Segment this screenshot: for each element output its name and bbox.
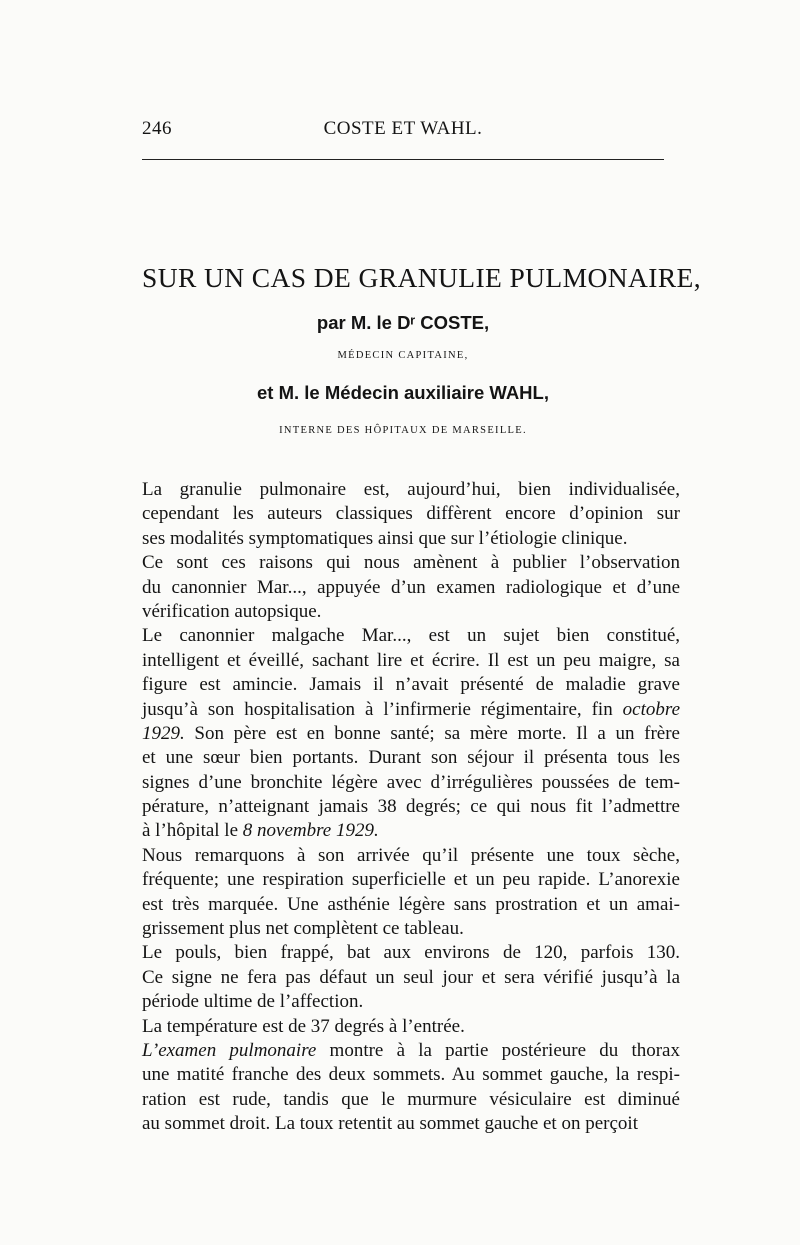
article-body (142, 478, 680, 1137)
text-line (142, 795, 680, 819)
line-text: une matité franche des deux sommets. Au sommet gauche, la respi- (142, 1064, 680, 1086)
text-line (142, 649, 680, 673)
running-head (142, 118, 664, 142)
line-text: signes d’une bronchite légère avec d’irrégulières poussées de tem- (142, 771, 680, 793)
line-text: et une sœur bien portants. Durant son séjour il présenta tous les (142, 747, 680, 769)
line-text: La température est de 37 degrés à l’entrée. (142, 1015, 465, 1037)
italic-text: 8 novembre 1929. (242, 820, 379, 842)
text-line (142, 698, 680, 722)
line-text: Ce signe ne fera pas défaut un seul jour et sera vérifié jusqu’à la (142, 966, 680, 988)
line-text: jusqu’à son hospitalisation à l’infirmerie régimentaire, fin (142, 698, 613, 720)
text-line (142, 844, 680, 868)
header-rule (142, 159, 664, 160)
line-text: fréquente; une respiration superficielle et un peu rapide. L’anorexie (142, 869, 680, 891)
paragraph (142, 478, 680, 551)
line-text: montre à la partie postérieure du thorax (316, 1039, 680, 1061)
text-line (142, 527, 680, 551)
running-title: COSTE ET WAHL. (323, 118, 483, 139)
text-line (142, 1039, 680, 1063)
author-byline-wahl: et M. le Médecin auxiliaire WAHL, (257, 382, 549, 403)
italic-text: 1929. (142, 722, 185, 744)
line-text: Ce sont ces raisons qui nous amènent à publier l’observation (142, 552, 680, 574)
line-text: pérature, n’atteignant jamais 38 degrés; ce qui nous fit l’admettre (142, 796, 680, 818)
text-line (142, 624, 680, 648)
text-line (142, 1063, 680, 1087)
line-text: Son père est en bonne santé; sa mère morte. Il a un frère (184, 722, 680, 744)
line-text: ration est rude, tandis que le murmure vésiculaire est diminué (142, 1088, 680, 1110)
line-text: est très marquée. Une asthénie légère sans prostration et un amai- (142, 893, 680, 915)
text-line (142, 478, 680, 502)
italic-text: octobre (622, 698, 681, 720)
paragraph (142, 1015, 680, 1039)
line-text: figure est amincie. Jamais il n’avait présenté de maladie grave (142, 674, 680, 696)
text-line (142, 551, 680, 575)
paragraph (142, 624, 680, 844)
text-line (142, 600, 680, 624)
line-text: ses modalités symptomatiques ainsi que sur l’étiologie clinique. (142, 527, 628, 549)
text-line (142, 1015, 680, 1039)
line-text: du canonnier Mar..., appuyée d’un examen radiologique et d’une (142, 576, 680, 598)
author-affiliation-wahl: INTERNE DES HÔPITAUX DE MARSEILLE. (279, 425, 527, 436)
text-line (142, 1088, 680, 1112)
text-line (142, 722, 680, 746)
text-line (142, 941, 680, 965)
line-text: Le pouls, bien frappé, bat aux environs de 120, parfois 130. (142, 942, 680, 964)
line-text: cependant les auteurs classiques diffèrent encore d’opinion sur (142, 503, 680, 525)
line-text: grissement plus net complètent ce tableau. (142, 918, 464, 940)
line-text: Le canonnier malgache Mar..., est un sujet bien constitué, (142, 625, 680, 647)
text-line (142, 990, 680, 1014)
paragraph (142, 941, 680, 1014)
line-text: à l’hôpital le (142, 820, 239, 842)
paragraph (142, 844, 680, 942)
text-line (142, 893, 680, 917)
text-line (142, 868, 680, 892)
text-line (142, 502, 680, 526)
line-text: au sommet droit. La toux retentit au sommet gauche et on perçoit (142, 1113, 638, 1135)
italic-text: L’examen pulmonaire (142, 1039, 317, 1061)
text-line (142, 917, 680, 941)
author-affiliation-coste: MÉDECIN CAPITAINE, (337, 350, 469, 361)
text-line (142, 966, 680, 990)
line-text: intelligent et éveillé, sachant lire et écrire. Il est un peu maigre, sa (142, 649, 680, 671)
paragraph (142, 1039, 680, 1137)
author-byline-coste: par M. le Dʳ COSTE, (316, 312, 490, 333)
article-title: SUR UN CAS DE GRANULIE PULMONAIRE, (142, 262, 702, 293)
text-line (142, 819, 680, 843)
text-line (142, 1112, 680, 1136)
text-line (142, 746, 680, 770)
line-text: Nous remarquons à son arrivée qu’il présente une toux sèche, (142, 844, 680, 866)
page-number: 246 (142, 118, 172, 139)
paragraph (142, 551, 680, 624)
line-text: vérification autopsique. (142, 600, 322, 622)
text-line (142, 673, 680, 697)
line-text: La granulie pulmonaire est, aujourd’hui, bien individualisée, (142, 479, 680, 500)
text-line (142, 771, 680, 795)
text-line (142, 576, 680, 600)
line-text: période ultime de l’affection. (142, 991, 364, 1013)
